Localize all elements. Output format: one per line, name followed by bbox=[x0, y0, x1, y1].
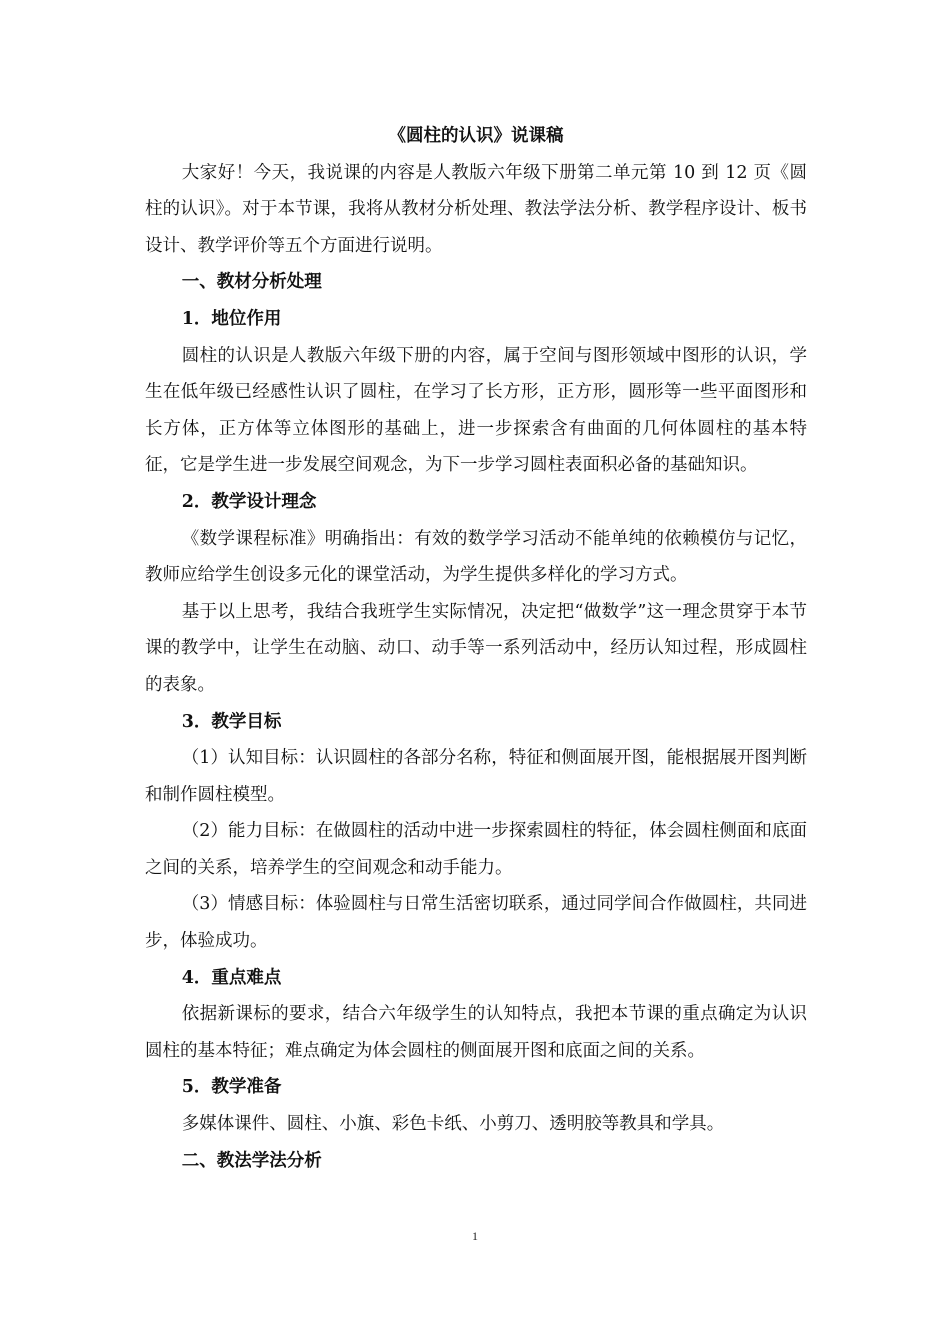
section-heading-1: 一、教材分析处理 bbox=[181, 272, 322, 293]
subheading-1-2: 2．教学设计理念 bbox=[181, 491, 317, 512]
goal-emotion: （3）情感目标：体验圆柱与日常生活密切联系，通过同学间合作做圆柱，共同进步，体验成功。 bbox=[145, 894, 807, 952]
intro-paragraph: 大家好！今天，我说课的内容是人教版六年级下册第二单元第 10 到 12 页《圆柱的认识》。对于本节课，我将从教材分析处理、教法学法分析、教学程序设计、板书设计、教学评价等五个方面进行说明。 bbox=[145, 162, 807, 256]
paragraph-1-1: 圆柱的认识是人教版六年级下册的内容，属于空间与图形领域中图形的认识，学生在低年级已经感性认识了圆柱，在学习了长方形，正方形，圆形等一些平面图形和长方体，正方体等立体图形的基础上，进一步探索含有曲面的几何体圆柱的基本特征，它是学生进一步发展空间观念，为下一步学习圆柱表面积必备的基础知识。 bbox=[145, 345, 807, 476]
paragraph-1-2a: 《数学课程标准》明确指出：有效的数学学习活动不能单纯的依赖模仿与记忆，教师应给学生创设多元化的课堂活动，为学生提供多样化的学习方式。 bbox=[145, 528, 807, 586]
document-body bbox=[145, 118, 807, 1179]
paragraph-1-2b: 基于以上思考，我结合我班学生实际情况，决定把“做数学”这一理念贯穿于本节课的教学中，让学生在动脑、动口、动手等一系列活动中，经历认知过程，形成圆柱的表象。 bbox=[145, 601, 807, 695]
goal-ability: （2）能力目标：在做圆柱的活动中进一步探索圆柱的特征，体会圆柱侧面和底面之间的关系，培养学生的空间观念和动手能力。 bbox=[145, 821, 807, 878]
section-heading-2: 二、教法学法分析 bbox=[181, 1150, 322, 1171]
subheading-1-4: 4．重点难点 bbox=[181, 967, 282, 988]
page-number: 1 bbox=[472, 1229, 478, 1243]
goal-cognitive: （1）认知目标：认识圆柱的各部分名称，特征和侧面展开图，能根据展开图判断和制作圆柱模型。 bbox=[145, 748, 807, 805]
document-title: 《圆柱的认识》说课稿 bbox=[388, 126, 564, 146]
subheading-1-5: 5．教学准备 bbox=[181, 1077, 282, 1098]
paragraph-1-5: 多媒体课件、圆柱、小旗、彩色卡纸、小剪刀、透明胶等教具和学具。 bbox=[181, 1114, 725, 1135]
subheading-1-3: 3．教学目标 bbox=[181, 711, 282, 732]
subheading-1-1: 1．地位作用 bbox=[181, 308, 282, 329]
paragraph-1-4: 依据新课标的要求，结合六年级学生的认知特点，我把本节课的重点确定为认识圆柱的基本特征；难点确定为体会圆柱的侧面展开图和底面之间的关系。 bbox=[145, 1004, 807, 1061]
